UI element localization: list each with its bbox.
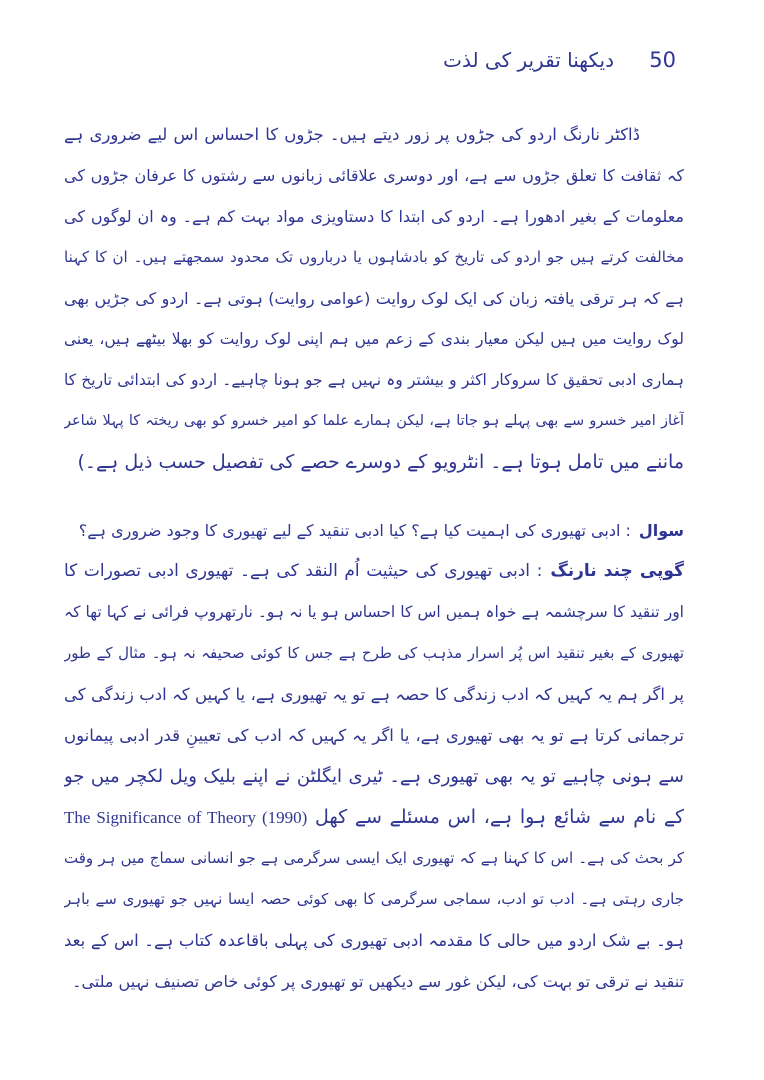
- answer-speaker: گوپی چند نارنگ: [550, 561, 684, 581]
- text-line: ہے کہ ہر ترقی یافتہ زبان کی ایک لوک روایت (عوامی روایت) ہوتی ہے۔ اردو کی جڑیں بھی: [64, 289, 684, 308]
- running-title: دیکھنا تقریر کی لذت: [443, 48, 614, 72]
- text-line: جاری رہتی ہے۔ ادب تو ادب، سماجی سرگرمی کا بھی کوئی حصہ ایسا نہیں جو تھیوری سے باہر: [64, 890, 684, 908]
- intro-paragraph: [64, 114, 684, 483]
- text-line: معلومات کے بغیر ادھورا ہے۔ اردو کی ابتدا کا دستاویزی مواد بہت کم ہے۔ وہ ان لوگوں کی: [64, 207, 684, 226]
- text-line: کہ ثقافت کا تعلق جڑوں سے ہے، اور دوسری علاقائی زبانوں سے رشتوں کا عرفان جڑوں کی: [64, 166, 684, 185]
- text-line: ترجمانی کرتا ہے تو یہ بھی تھیوری ہے، یا اگر یہ کہیں کہ ادب کی تعیینِ قدر ادبی پیمانوں: [64, 726, 684, 745]
- text-line: ماننے میں تامل ہوتا ہے۔ انٹرویو کے دوسرے حصے کی تفصیل حسب ذیل ہے۔): [77, 451, 684, 473]
- answer-text: : ادبی تھیوری کی حیثیت اُم النقد کی ہے۔ تھیوری ادبی تصورات کا: [64, 561, 543, 581]
- interview-section: [64, 510, 684, 1002]
- text-fragment: کے نام سے شائع ہوا ہے، اس مسئلے سے کھل: [314, 806, 684, 828]
- text-line: ڈاکٹر نارنگ اردو کی جڑوں پر زور دیتے ہیں۔ جڑوں کا احساس اس لیے ضروری ہے: [64, 125, 640, 144]
- text-line: مخالفت کرتے ہیں جو اردو کی تاریخ کو بادشاہوں یا درباروں تک محدود سمجھتے ہیں۔ ان کا کہنا: [64, 248, 684, 266]
- text-line: کر بحث کی ہے۔ اس کا کہنا ہے کہ تھیوری ایک ایسی سرگرمی ہے جو انسانی سماج میں ہر وقت: [64, 849, 684, 867]
- page-number: 50: [649, 48, 676, 72]
- text-line: لوک روایت میں ہیں لیکن معیار بندی کے زعم میں ہم اپنی لوک روایت کو بھلا بیٹھے ہیں، یعنی: [64, 330, 684, 348]
- answer-first-line: [64, 551, 684, 592]
- text-line: ہو۔ بے شک اردو میں حالی کا مقدمہ ادبی تھیوری کی پہلی باقاعدہ کتاب ہے۔ اس کے بعد: [64, 931, 684, 950]
- text-line: تنقید نے ترقی تو بہت کی، لیکن غور سے دیکھیں تو تھیوری پر کوئی خاص تصنیف نہیں ملتی۔: [72, 972, 684, 991]
- text-line: آغاز امیر خسرو سے بھی پہلے ہو جاتا ہے، لیکن ہمارے علما کو امیر خسرو کو بھی ریختہ کا پہلا شاعر: [64, 413, 684, 429]
- text-line: اور تنقید کا سرچشمہ ہے خواہ ہمیں اس کا احساس ہو یا نہ ہو۔ نارتھروپ فرائی نے کہا تھا کہ: [64, 603, 684, 621]
- english-book-title: The Significance of Theory (1990): [64, 808, 308, 827]
- text-line: سے ہونی چاہیے تو یہ بھی تھیوری ہے۔ ٹیری ایگلٹن نے اپنے بلیک ویل لکچر میں جو: [64, 766, 684, 787]
- page-header: [443, 46, 680, 86]
- mixed-script-line: [64, 797, 684, 838]
- text-line: تھیوری کے بغیر تنقید اس پُر اسرار مذہب کی طرح ہے جس کا کوئی صحیفہ نہ ہو۔ مثال کے طور: [64, 644, 684, 662]
- question-text: : ادبی تھیوری کی اہمیت کیا ہے؟ کیا ادبی تنقید کے لیے تھیوری کا وجود ضروری ہے؟: [78, 521, 631, 540]
- question-label: سوال: [638, 521, 684, 540]
- text-line: ہماری ادبی تحقیق کا سروکار اکثر و بیشتر وہ نہیں ہے جو ہونا چاہیے۔ اردو کی ابتدائی تاریخ کا: [64, 371, 684, 389]
- question-line: [64, 510, 684, 551]
- text-line: پر اگر ہم یہ کہیں کہ ادب زندگی کا حصہ ہے تو یہ تھیوری ہے، یا کہیں کہ ادب زندگی کی: [64, 685, 684, 704]
